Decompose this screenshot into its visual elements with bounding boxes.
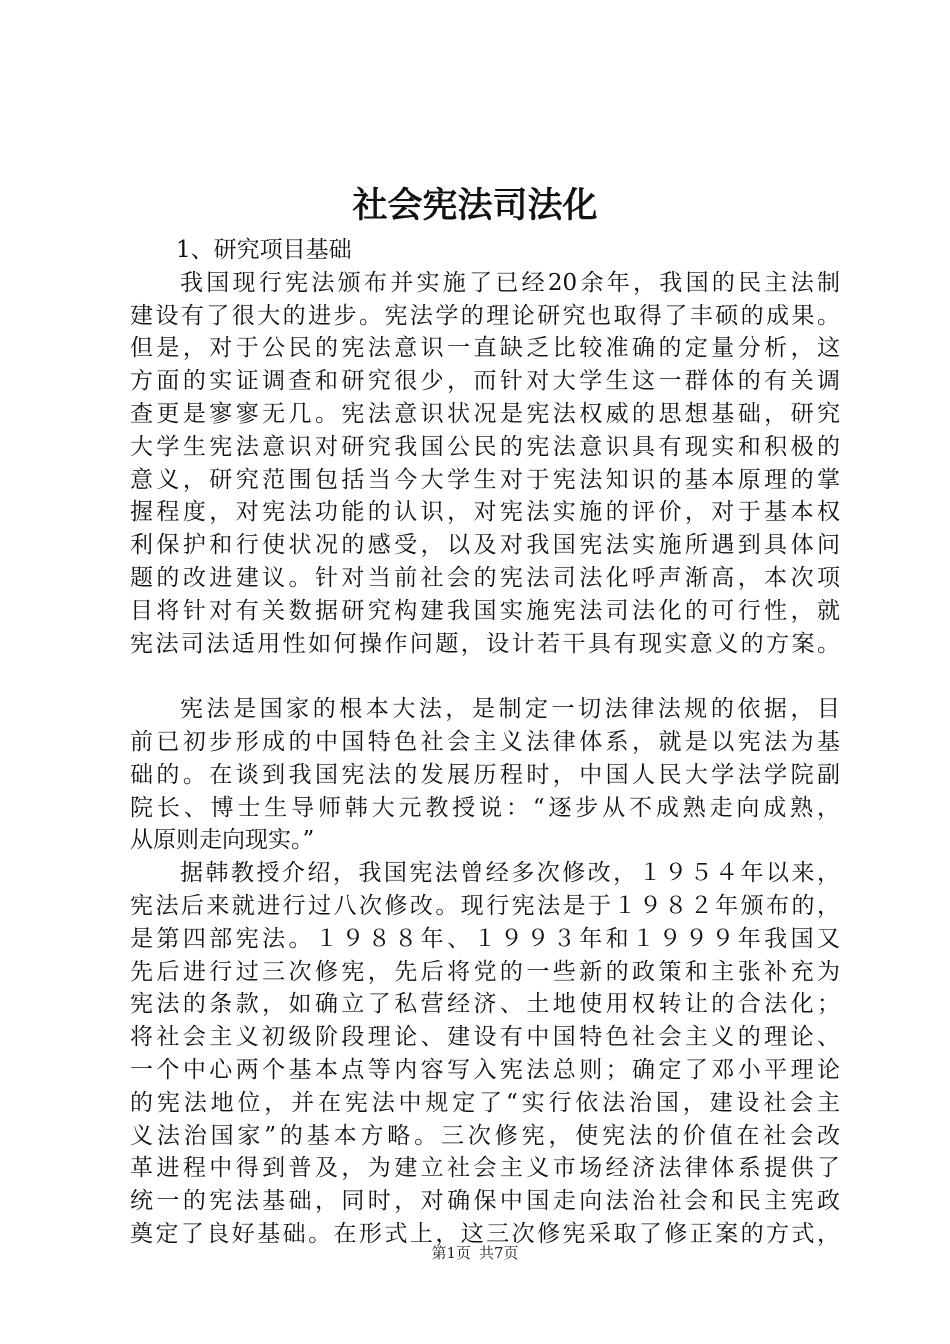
paragraph-line: 统一的宪法基础，同时，对确保中国走向法治社会和民主宪政 <box>130 1188 840 1215</box>
page-total: 共7页 <box>479 1244 519 1262</box>
paragraph-line: 义法治国家”的基本方略。三次修宪，使宪法的价值在社会改 <box>130 1122 840 1149</box>
paragraph-line: 是第四部宪法。１９８８年、１９９３年和１９９９年我国又 <box>130 925 840 952</box>
paragraph-line: 宪法司法适用性如何操作问题，设计若干具有现实意义的方案。 <box>130 630 840 657</box>
paragraph-line: 大学生宪法意识对研究我国公民的宪法意识具有现实和积极的 <box>130 433 840 460</box>
paragraph-line: 但是，对于公民的宪法意识一直缺乏比较准确的定量分析，这 <box>130 335 840 362</box>
paragraph-line: 先后进行过三次修宪，先后将党的一些新的政策和主张补充为 <box>130 958 840 985</box>
paragraph-line: 础的。在谈到我国宪法的发展历程时，中国人民大学法学院副 <box>130 761 840 788</box>
paragraph-line: 题的改进建议。针对当前社会的宪法司法化呼声渐高，本次项 <box>130 564 840 591</box>
paragraph-line: 目将针对有关数据研究构建我国实施宪法司法化的可行性，就 <box>130 597 840 624</box>
paragraph-constitution-basics <box>130 693 840 857</box>
paragraph-amendment-history <box>130 857 840 1251</box>
paragraph-line: 利保护和行使状况的感受，以及对我国宪法实施所遇到具体问 <box>130 532 840 559</box>
paragraph-research-basis <box>130 267 840 661</box>
page-number: 第1页 <box>431 1244 471 1262</box>
document-body <box>130 234 840 1251</box>
paragraph-line: 一个中心两个基本点等内容写入宪法总则；确定了邓小平理论 <box>130 1056 840 1083</box>
paragraph-line: 将社会主义初级阶段理论、建设有中国特色社会主义的理论、 <box>130 1024 840 1051</box>
paragraph-line: 从原则走向现实。” <box>130 827 315 854</box>
paragraph-line: 前已初步形成的中国特色社会主义法律体系，就是以宪法为基 <box>130 728 840 755</box>
paragraph-line: 的宪法地位，并在宪法中规定了“实行依法治国，建设社会主 <box>130 1089 840 1116</box>
paragraph-line: 奠定了良好基础。在形式上，这三次修宪采取了修正案的方式， <box>130 1220 840 1247</box>
paragraph-line: 方面的实证调查和研究很少，而针对大学生这一群体的有关调 <box>130 368 840 395</box>
paragraph-line: 查更是寥寥无几。宪法意识状况是宪法权威的思想基础，研究 <box>130 400 840 427</box>
paragraph-line: 宪法后来就进行过八次修改。现行宪法是于１９８２年颁布的， <box>130 892 840 919</box>
paragraph-line: 意义，研究范围包括当今大学生对于宪法知识的基本原理的掌 <box>130 466 840 493</box>
paragraph-line: 革进程中得到普及，为建立社会主义市场经济法律体系提供了 <box>130 1155 840 1182</box>
page-footer <box>0 1243 950 1263</box>
paragraph-line: 我国现行宪法颁布并实施了已经20余年，我国的民主法制 <box>180 269 840 296</box>
paragraph-line: 建设有了很大的进步。宪法学的理论研究也取得了丰硕的成果。 <box>130 302 840 329</box>
paragraph-line: 宪法是国家的根本大法，是制定一切法律法规的依据，目 <box>180 696 840 723</box>
section-heading: 1、研究项目基础 <box>176 237 352 263</box>
paragraph-line: 院长、博士生导师韩大元教授说：“逐步从不成熟走向成熟， <box>130 794 840 821</box>
paragraph-line: 握程度，对宪法功能的认识，对宪法实施的评价，对于基本权 <box>130 499 840 526</box>
paragraph-spacer <box>130 660 840 693</box>
paragraph-line: 据韩教授介绍，我国宪法曾经多次修改，１９５４年以来， <box>180 860 840 887</box>
paragraph-line: 宪法的条款，如确立了私营经济、土地使用权转让的合法化； <box>130 991 840 1018</box>
page-title: 社会宪法司法化 <box>352 185 598 226</box>
